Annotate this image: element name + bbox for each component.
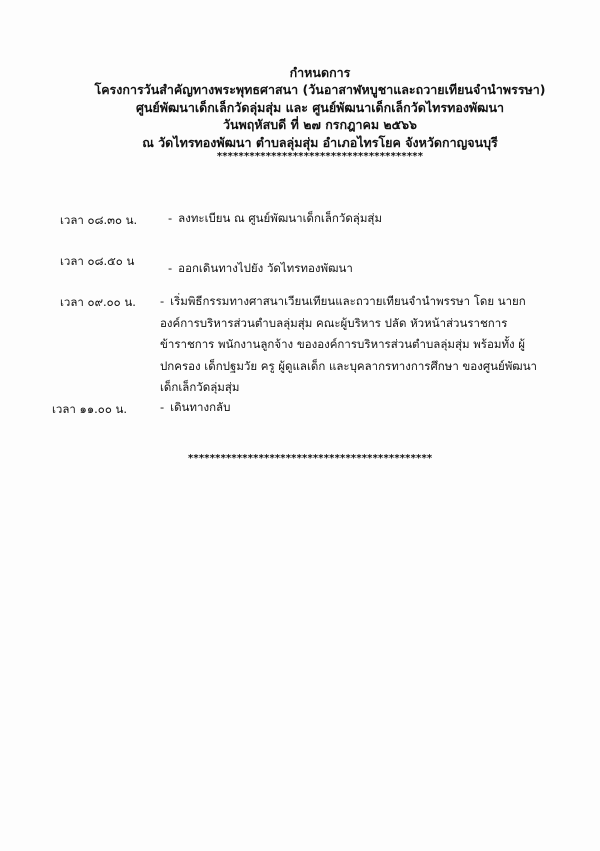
schedule-time: เวลา ๑๑.๐๐ น. [52,402,128,416]
schedule-description-text: ออกเดินทางไปยัง วัดไทรทองพัฒนา [178,261,353,275]
bullet-dash: - [168,261,173,275]
footer-divider-stars: ********************************************* [188,453,433,464]
schedule-description-text: ลงทะเบียน ณ ศูนย์พัฒนาเด็กเล็กวัดลุ่มสุ่ม [178,211,383,225]
header-title: กำหนดการ [289,65,351,80]
schedule-description [168,208,558,230]
bullet-dash: - [160,400,165,414]
schedule-description [160,397,550,419]
header-divider-stars: ************************************** [216,151,424,163]
bullet-dash: - [168,211,173,225]
schedule-description-text: เริ่มพิธีกรรมทางศาสนาเวียนเทียนและถวายเทียนจำนำพรรษา โดย นายกองค์การบริหารส่วนตำบลลุ่มสุ่ม คณะผู้บริหาร ปลัด หัวหน้าส่วนราชการข้าราชการ พนักงานลูกจ้าง ขององค์การบริหารส่วนตำบลลุ่มสุ่ม พร้อมทั้ง ผู้ปกครอง เด็กปฐมวัย ครู ผู้ดูแลเด็ก และบุคลากรทางการศึกษา ของศูนย์พัฒนาเด็กเล็กวัดลุ่มสุ่ม [160,294,538,394]
header-location: ณ วัดไทรทองพัฒนา ตำบลลุ่มสุ่ม อำเภอไทรโยค จังหวัดกาญจนบุรี [142,134,498,150]
bullet-dash: - [160,294,165,308]
schedule-time: เวลา ๐๘.๕๐ น [60,254,135,268]
schedule-description-text: เดินทางกลับ [170,400,231,414]
header-project-name: โครงการวันสำคัญทางพระพุทธศาสนา (วันอาสาฬหบูชาและถวายเทียนจำนำพรรษา) [94,82,546,98]
header-date: วันพฤหัสบดี ที่ ๒๗ กรกฎาคม ๒๕๖๖ [222,117,417,133]
header-organizers: ศูนย์พัฒนาเด็กเล็กวัดลุ่มสุ่ม และ ศูนย์พัฒนาเด็กเล็กวัดไทรทองพัฒนา [135,99,505,115]
schedule-description [168,258,558,280]
schedule-time: เวลา ๐๙.๐๐ น. [60,295,136,309]
schedule-description [160,291,550,399]
document-header [40,64,600,163]
schedule-time: เวลา ๐๘.๓๐ น. [60,213,138,227]
